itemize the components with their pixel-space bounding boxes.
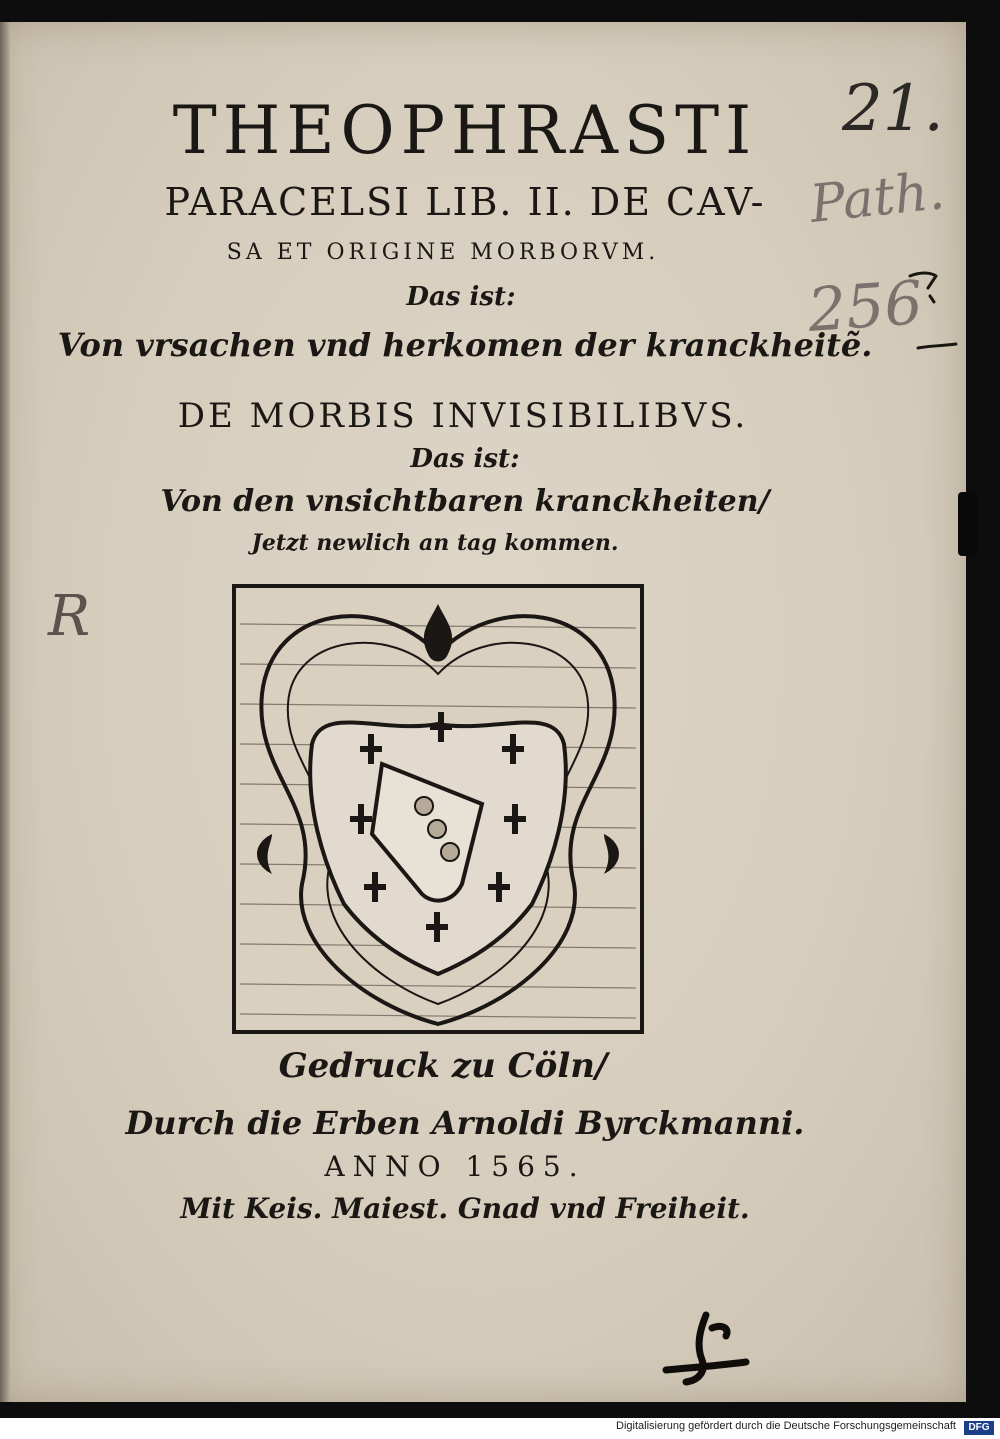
title-line-1: THEOPHRASTI (172, 92, 758, 169)
subtitle-2: Von den vnsichtbaren kranckheiten/ (160, 484, 770, 519)
imprint-printer: Durch die Erben Arnoldi Byrckmanni. (125, 1104, 805, 1142)
title-line-4: DE MORBIS INVISIBILIBVS. (177, 396, 749, 436)
imprint-year: ANNO 1565. (324, 1150, 586, 1183)
imprint-place: Gedruck zu Cöln/ (278, 1046, 608, 1086)
subtitle-3: Jetzt newlich an tag kommen. (251, 530, 619, 556)
shelfmark-path: Path. (807, 161, 948, 235)
marginal-r: R (48, 584, 91, 649)
ink-mark-right (900, 262, 960, 362)
privilege-line: Mit Keis. Maiest. Gnad vnd Freiheit. (180, 1192, 750, 1225)
das-ist-1: Das ist: (406, 282, 516, 312)
dfg-logo: DFG (964, 1421, 994, 1435)
shelfmark-256: 256 (805, 268, 925, 346)
coat-of-arms-woodcut (232, 584, 644, 1034)
shelfmark-number: 21. (842, 72, 944, 146)
title-line-2: PARACELSI LIB. II. DE CAV- (164, 180, 766, 224)
subtitle-1: Von vrsachen vnd herkomen der kranckheitẽ. (57, 326, 873, 364)
footer-credit: Digitalisierung gefördert durch die Deutsche Forschungsgemeinschaft (616, 1420, 956, 1432)
footer-bar (0, 1418, 1000, 1439)
title-line-3: SA ET ORIGINE MORBORVM. (226, 240, 660, 265)
page-tab-marker (958, 492, 978, 556)
ink-mark-bottom (656, 1310, 756, 1390)
das-ist-2: Das ist: (410, 444, 520, 474)
